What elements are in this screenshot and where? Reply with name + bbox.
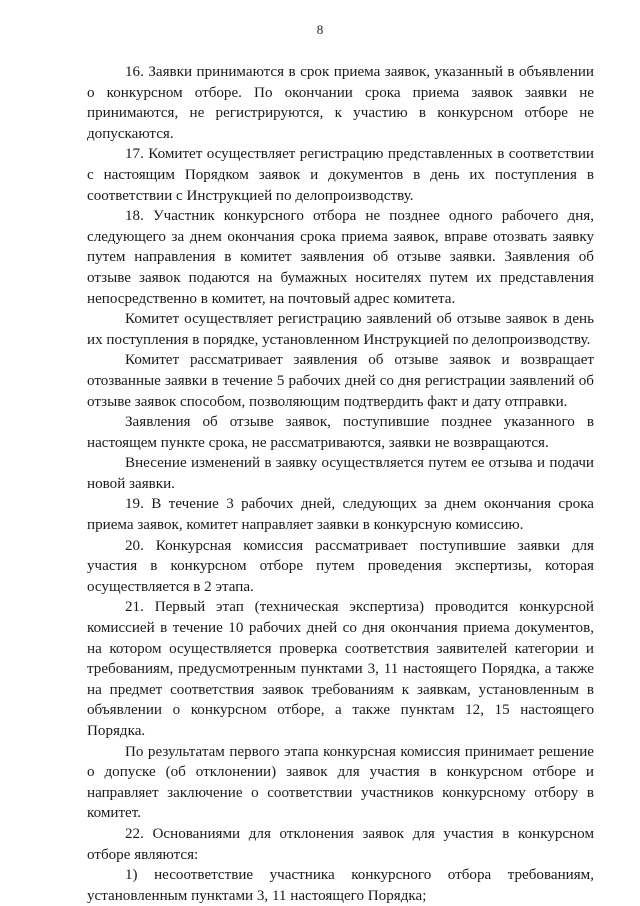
paragraph-18-changes: Внесение изменений в заявку осуществляется путем ее отзыва и подачи новой заявки.	[87, 455, 594, 492]
paragraph-20: 20. Конкурсная комиссия рассматривает поступившие заявки для участия в конкурсном отборе путем проведения экспертизы, которая осуществляется в 2 этапа.	[87, 537, 594, 595]
paragraph-21-results: По результатам первого этапа конкурсная комиссия принимает решение о допуске (об отклонении) заявок для участия в конкурсном отборе и направляет заключение о соответствии участников конкурсному отбору в комитет.	[87, 743, 594, 822]
document-body	[87, 62, 594, 906]
paragraph-19: 19. В течение 3 рабочих дней, следующих за днем окончания срока приема заявок, комитет направляет заявки в конкурсную комиссию.	[87, 496, 594, 534]
paragraph-18-late: Заявления об отзыве заявок, поступившие позднее указанного в настоящем пункте срока, не рассматриваются, заявки не возвращаются.	[87, 414, 594, 451]
paragraph-22: 22. Основаниями для отклонения заявок для участия в конкурсном отборе являются:	[87, 825, 594, 863]
paragraph-22-item-1: 1) несоответствие участника конкурсного отбора требованиям, установленным пунктами 3, 11 настоящего Порядка;	[87, 867, 594, 904]
paragraph-18-review: Комитет рассматривает заявления об отзыве заявок и возвращает отозванные заявки в течение 5 рабочих дней со дня регистрации заявлений об отзыве заявок способом, позволяющим подтвердить факт и дату отправки.	[87, 352, 594, 410]
paragraph-21: 21. Первый этап (техническая экспертиза) проводится конкурсной комиссией в течение 10 рабочих дней со дня окончания приема документов, на котором осуществляется проверка соответствия заявителей категории и требованиям, предусмотренным пунктами 3, 11 настоящего Порядка, а также на предмет соответствия заявок требованиям к заявкам, установленным в объявлении о конкурсном отборе, а также пунктам 12, 15 настоящего Порядка.	[87, 599, 594, 739]
paragraph-18: 18. Участник конкурсного отбора не позднее одного рабочего дня, следующего за днем окончания срока приема заявок, вправе отозвать заявку путем направления в комитет заявления об отзыве заявки. Заявления об отзыве заявок подаются на бумажных носителях путем их представления непосредственно в комитет, на почтовый адрес комитета.	[87, 208, 594, 307]
paragraph-17: 17. Комитет осуществляет регистрацию представленных в соответствии с настоящим Порядком заявок и документов в день их поступления в соответствии с Инструкцией по делопроизводству.	[87, 146, 594, 204]
page-number: 8	[316, 22, 324, 37]
paragraph-18-registration: Комитет осуществляет регистрацию заявлений об отзыве заявок в день их поступления в порядке, установленном Инструкцией по делопроизводству.	[87, 311, 594, 348]
paragraph-16: 16. Заявки принимаются в срок приема заявок, указанный в объявлении о конкурсном отборе. По окончании срока приема заявок заявки не принимаются, не регистрируются, к участию в конкурсном отборе не допускаются.	[87, 64, 594, 142]
